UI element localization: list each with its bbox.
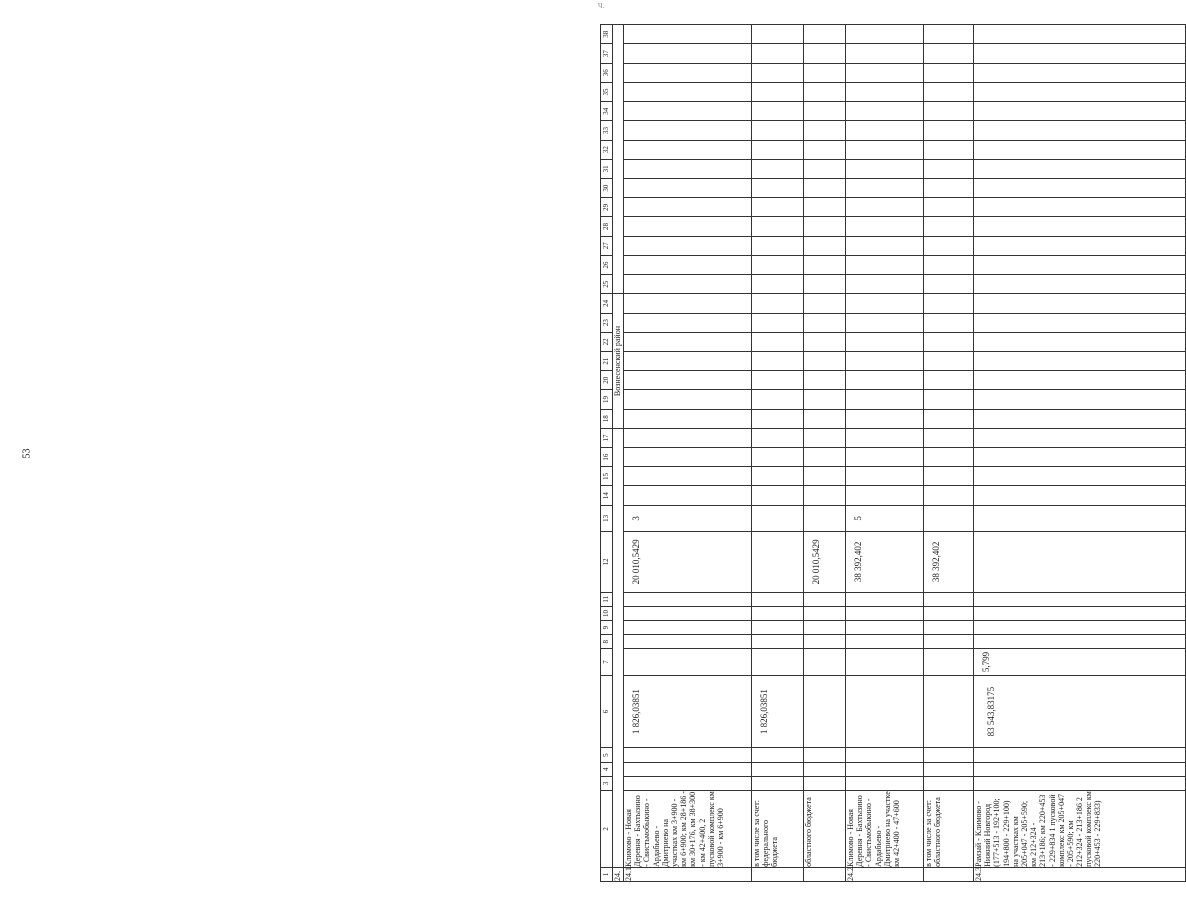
header-cell: 17	[601, 428, 613, 447]
header-cell: 15	[601, 467, 613, 486]
header-cell: 1	[601, 867, 613, 881]
header-cell: 36	[601, 63, 613, 82]
header-cell: 4	[601, 762, 613, 776]
header-cell: 20	[601, 371, 613, 390]
value-cell	[924, 532, 974, 593]
section-title: Вознесенский район	[613, 294, 624, 429]
header-cell: 22	[601, 332, 613, 351]
table-row-24-1-regional	[804, 25, 846, 882]
table-row-24-2	[846, 25, 924, 882]
header-row	[601, 25, 613, 882]
value-cell	[624, 532, 752, 593]
value-text: 1 826,03851	[631, 689, 641, 735]
value-cell	[804, 532, 846, 593]
header-cell: 12	[601, 532, 613, 593]
header-cell: 34	[601, 102, 613, 121]
header-cell: 21	[601, 351, 613, 370]
header-cell: 2	[601, 790, 613, 867]
value-text: 38 392,402	[853, 541, 863, 583]
table-row-24-2-regional	[924, 25, 974, 882]
header-cell: 7	[601, 649, 613, 675]
header-cell: 32	[601, 140, 613, 159]
row-number: 24.3.	[974, 867, 1186, 881]
value-cell	[624, 505, 752, 531]
header-cell: 11	[601, 592, 613, 606]
value-text: 5	[853, 516, 863, 521]
header-cell: 16	[601, 448, 613, 467]
header-cell: 25	[601, 275, 613, 294]
value-cell	[752, 675, 804, 748]
header-cell: 33	[601, 121, 613, 140]
value-text: 1 826,03851	[759, 689, 769, 735]
value-text: 5,799	[981, 651, 991, 673]
row-number: 24.2.	[846, 867, 924, 881]
row-number: 24.1.	[624, 867, 752, 881]
header-cell: 19	[601, 390, 613, 409]
header-cell: 3	[601, 776, 613, 790]
header-cell: 9	[601, 621, 613, 635]
page-number: 53	[21, 448, 33, 459]
value-text: 20 010,5429	[631, 539, 641, 585]
header-cell: 6	[601, 675, 613, 748]
header-cell: 5	[601, 748, 613, 762]
value-cell	[974, 649, 1186, 675]
value-cell	[846, 505, 924, 531]
header-cell: 31	[601, 159, 613, 178]
table-row-24	[613, 25, 624, 882]
object-name: Климово - Новая Деревня - Бахтызино - Свистьмобыкино - Ардабьево - Дмитриево на участках км 3+900 - км 6+900; км 28+186 - км 30+176, км 38+300 - км 42+400, 2 пусковой комплекс км 3+900 - км 6+900	[624, 790, 752, 867]
rotated-table-frame	[600, 24, 1186, 882]
header-cell: 18	[601, 409, 613, 428]
object-name: Климово - Новая Деревня - Бахтызино - Свистьмобыкино - Ардабьево - Дмитриево на участке км 42+400 - 47+600	[846, 790, 924, 867]
header-cell: 13	[601, 505, 613, 531]
header-cell: 26	[601, 255, 613, 274]
value-cell	[846, 532, 924, 593]
value-cell	[974, 675, 1186, 748]
header-cell: 28	[601, 217, 613, 236]
header-cell: 10	[601, 606, 613, 620]
header-cell: 29	[601, 198, 613, 217]
object-name: в том числе за счет: федерального бюджета	[752, 790, 804, 867]
object-name: областного бюджета	[804, 790, 846, 867]
investment-table	[600, 24, 1186, 882]
header-cell: 37	[601, 44, 613, 63]
corner-mark: Ч.	[598, 2, 605, 10]
value-text: 20 010,5429	[811, 539, 821, 585]
header-cell: 14	[601, 486, 613, 505]
value-text: 38 392,402	[931, 541, 941, 583]
header-cell: 30	[601, 179, 613, 198]
header-cell: 35	[601, 82, 613, 101]
table-row-24-1-federal	[752, 25, 804, 882]
header-cell: 38	[601, 25, 613, 44]
object-name: в том числе за счет: областного бюджета	[924, 790, 974, 867]
row-number: 24.	[613, 867, 624, 881]
header-cell: 24	[601, 294, 613, 313]
object-name: Рамзай - Климово - Нижний Новгород (177+513 - 192+100; 194+800 - 229+100) на участках км 205+047 - 205+590; км 212+324 - 213+186; км 220+453 - 229+834 1 пусковой комплекс км 205+047 - 205+590; км 212+324 - 213+186 2 пусковой комплекс км 220+453 - 229+833)	[974, 790, 1186, 867]
value-text: 3	[631, 516, 641, 521]
value-cell	[624, 675, 752, 748]
table-row-24-1	[624, 25, 752, 882]
header-cell: 27	[601, 236, 613, 255]
table-row-24-3	[974, 25, 1186, 882]
header-cell: 23	[601, 313, 613, 332]
header-cell: 8	[601, 635, 613, 649]
value-text: 83 543,83175	[986, 686, 996, 737]
